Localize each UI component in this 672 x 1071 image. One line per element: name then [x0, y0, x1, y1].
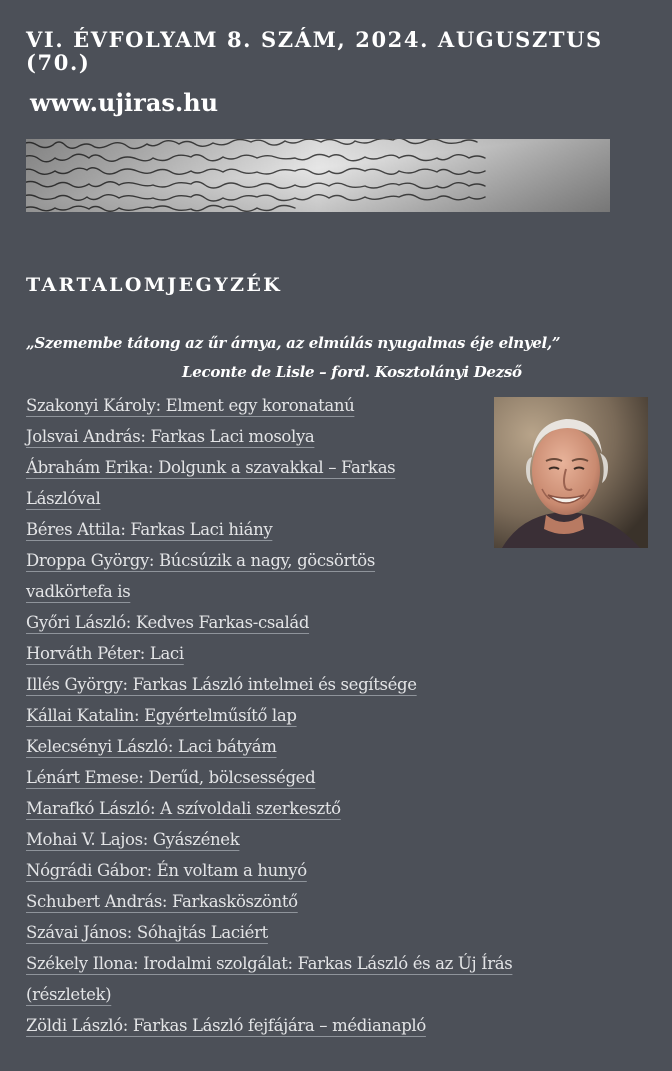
toc-item — [26, 948, 636, 1010]
toc-item — [26, 855, 636, 886]
toc-item — [26, 886, 636, 917]
toc-link-szakonyi[interactable]: Szakonyi Károly: Elment egy koronatanú — [26, 396, 355, 415]
toc-link-lenart[interactable]: Lénárt Emese: Derűd, bölcsességed — [26, 768, 316, 787]
toc-item — [26, 669, 636, 700]
toc-link-horvath[interactable]: Horváth Péter: Laci — [26, 644, 184, 663]
toc-link-kelecsenyi[interactable]: Kelecsényi László: Laci bátyám — [26, 737, 277, 756]
toc-item — [26, 824, 636, 855]
toc-link-schubert[interactable]: Schubert András: Farkasköszöntő — [26, 892, 298, 911]
toc-link-gyori[interactable]: Győri László: Kedves Farkas-család — [26, 613, 310, 632]
toc-link-illes[interactable]: Illés György: Farkas László intelmei és segítsége — [26, 675, 417, 694]
toc-link-mohai[interactable]: Mohai V. Lajos: Gyászének — [26, 830, 240, 849]
issue-title: VI. ÉVFOLYAM 8. SZÁM, 2024. AUGUSZTUS (70.) — [26, 27, 603, 75]
toc-link-jolsvai[interactable]: Jolsvai András: Farkas Laci mosolya — [26, 427, 315, 446]
toc-link-marafko[interactable]: Marafkó László: A szívoldali szerkesztő — [26, 799, 341, 818]
motto-author: Leconte de Lisle – ford. Kosztolányi Dezső — [182, 363, 522, 381]
toc-link-beres[interactable]: Béres Attila: Farkas Laci hiány — [26, 520, 273, 539]
site-url-link[interactable]: www.ujiras.hu — [30, 88, 219, 117]
toc-heading: TARTALOMJEGYZÉK — [26, 274, 283, 296]
toc-item — [26, 1010, 636, 1041]
toc-item — [26, 700, 636, 731]
toc-item — [26, 452, 636, 514]
toc-item — [26, 762, 636, 793]
toc-item — [26, 917, 636, 948]
motto-quote: „Szemembe tátong az űr árnya, az elmúlás nyugalmas éje elnyel,” — [26, 334, 561, 352]
handwritten-letter-banner-image — [26, 139, 610, 212]
toc-item — [26, 390, 636, 421]
toc-item — [26, 607, 636, 638]
toc-item — [26, 793, 636, 824]
toc-item — [26, 514, 636, 545]
toc-list — [26, 390, 636, 1041]
toc-link-szavai[interactable]: Szávai János: Sóhajtás Laciért — [26, 923, 268, 942]
toc-link-droppa[interactable]: Droppa György: Búcsúzik a nagy, göcsörtös vadkörtefa is — [26, 551, 376, 601]
toc-item — [26, 731, 636, 762]
toc-link-kallai[interactable]: Kállai Katalin: Egyértelműsítő lap — [26, 706, 297, 725]
toc-link-abraham[interactable]: Ábrahám Erika: Dolgunk a szavakkal – Farkas Lászlóval — [26, 458, 396, 508]
toc-link-szekely[interactable]: Székely Ilona: Irodalmi szolgálat: Farkas László és az Új Írás (részletek) — [26, 954, 513, 1004]
toc-link-zoldi[interactable]: Zöldi László: Farkas László fejfájára – médianapló — [26, 1016, 426, 1035]
toc-item — [26, 421, 636, 452]
toc-link-nogradi[interactable]: Nógrádi Gábor: Én voltam a hunyó — [26, 861, 307, 880]
toc-item — [26, 545, 636, 607]
toc-item — [26, 638, 636, 669]
